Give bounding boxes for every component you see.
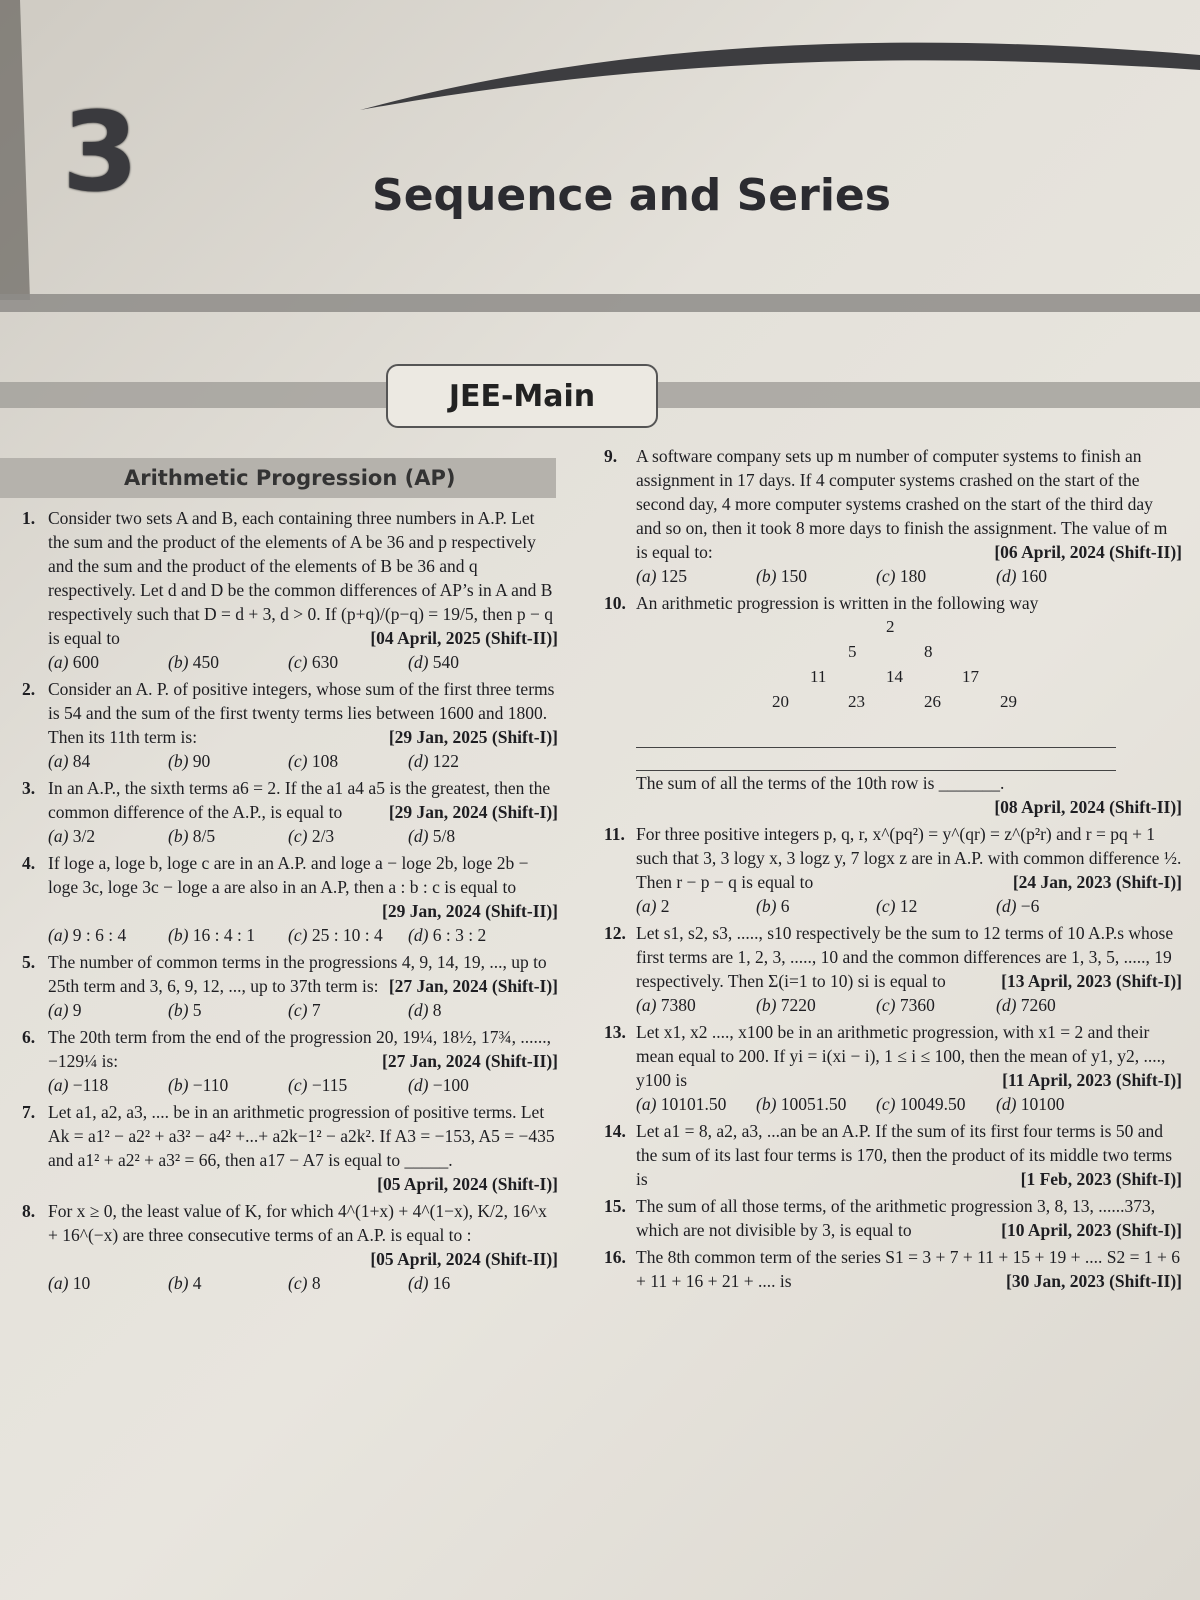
option-value: 10049.50 [899, 1094, 966, 1114]
question-number: 2. [22, 679, 36, 699]
options-row [636, 564, 1182, 588]
answer-option [636, 564, 756, 588]
options-row [636, 894, 1182, 918]
question-text: A software company sets up m number of computer systems to finish an assignment in 17 days. If 4 computer systems crashed on the start of the second day, 4 more computer systems crashed on the start of the third day and so on, then it took 8 more days to finish the assignment. The value of m is equal to: [06 April, 2024 (Shift-II)] [636, 446, 1182, 562]
answer-option [408, 824, 528, 848]
question-number: 7. [22, 1102, 36, 1122]
answer-option [288, 923, 408, 947]
answer-option [168, 650, 288, 674]
triangle-number: 23 [848, 692, 865, 711]
answer-option [48, 824, 168, 848]
option-value: −100 [432, 1075, 469, 1095]
blank-line [636, 748, 1116, 771]
options-row [48, 650, 558, 674]
answer-option [288, 1073, 408, 1097]
option-letter: (a) [636, 1094, 661, 1114]
answer-option [408, 1073, 528, 1097]
exam-label: JEE-Main [386, 364, 658, 428]
question-source: [08 April, 2024 (Shift-II)] [994, 797, 1182, 817]
option-letter: (a) [48, 652, 73, 672]
option-value: 7360 [899, 995, 935, 1015]
question-source: [29 Jan, 2024 (Shift-I)] [388, 802, 558, 822]
option-value: 84 [72, 751, 91, 771]
options-row [48, 998, 558, 1022]
option-value: 12 [899, 896, 918, 916]
triangle-number: 20 [772, 692, 789, 711]
option-value: 9 [72, 1000, 82, 1020]
option-letter: (a) [48, 1075, 73, 1095]
option-letter: (b) [168, 826, 193, 846]
option-value: 10 [72, 1273, 91, 1293]
option-letter: (b) [756, 566, 781, 586]
question-text: Let a1 = 8, a2, a3, ...an be an A.P. If the sum of its first four terms is 50 and the sum of its last four terms is 170, then the product of its middle two terms is [1 Feb, 2023 (Shift-I)] [636, 1121, 1182, 1189]
option-value: −118 [72, 1075, 109, 1095]
question-source: [27 Jan, 2024 (Shift-I)] [388, 976, 558, 996]
option-letter: (b) [756, 896, 781, 916]
right-column [604, 444, 1182, 1296]
question-item [604, 1245, 1182, 1293]
option-value: 180 [899, 566, 927, 586]
triangle-number: 2 [886, 617, 895, 636]
answer-option [636, 1092, 756, 1116]
answer-option [756, 1092, 876, 1116]
question-item [604, 1119, 1182, 1191]
option-letter: (c) [876, 566, 900, 586]
number-triangle [636, 615, 1182, 725]
option-value: 630 [311, 652, 339, 672]
options-row [48, 1271, 558, 1295]
question-number: 3. [22, 778, 36, 798]
option-value: 7 [311, 1000, 321, 1020]
option-letter: (b) [168, 1273, 193, 1293]
answer-option [876, 564, 996, 588]
question-number: 11. [604, 824, 625, 844]
answer-option [48, 998, 168, 1022]
triangle-number: 26 [924, 692, 941, 711]
triangle-number: 8 [924, 642, 933, 661]
question-item [604, 591, 1182, 819]
question-item [22, 950, 558, 1022]
question-number: 5. [22, 952, 36, 972]
option-value: 7380 [660, 995, 696, 1015]
option-letter: (d) [408, 925, 433, 945]
option-value: 6 : 3 : 2 [432, 925, 487, 945]
option-value: 8/5 [192, 826, 216, 846]
chapter-number: 3 [62, 88, 135, 216]
option-letter: (d) [996, 896, 1021, 916]
answer-option [288, 998, 408, 1022]
answer-option [288, 650, 408, 674]
option-letter: (b) [756, 1094, 781, 1114]
answer-option [168, 1271, 288, 1295]
section-title: Arithmetic Progression (AP) [124, 466, 456, 490]
option-value: 10101.50 [660, 1094, 727, 1114]
options-row [636, 1092, 1182, 1116]
option-value: 2 [660, 896, 670, 916]
question-number: 16. [604, 1247, 626, 1267]
question-source: [11 April, 2023 (Shift-I)] [1002, 1070, 1182, 1090]
question-source: [30 Jan, 2023 (Shift-II)] [1006, 1271, 1182, 1291]
triangle-number: 11 [810, 667, 827, 686]
answer-option [168, 749, 288, 773]
option-letter: (c) [288, 751, 312, 771]
option-value: 450 [192, 652, 220, 672]
option-value: 25 : 10 : 4 [311, 925, 383, 945]
question-source: [1 Feb, 2023 (Shift-I)] [1020, 1169, 1182, 1189]
question-source: [29 Jan, 2024 (Shift-II)] [382, 901, 558, 921]
question-source: [04 April, 2025 (Shift-II)] [370, 628, 558, 648]
option-letter: (a) [636, 995, 661, 1015]
answer-option [996, 894, 1116, 918]
option-value: 16 [432, 1273, 451, 1293]
answer-option [876, 894, 996, 918]
option-letter: (a) [48, 925, 73, 945]
option-value: 122 [432, 751, 460, 771]
option-letter: (d) [996, 995, 1021, 1015]
answer-option [168, 1073, 288, 1097]
triangle-number: 29 [1000, 692, 1017, 711]
option-value: 5/8 [432, 826, 456, 846]
question-item [604, 1194, 1182, 1242]
question-text: If loge a, loge b, loge c are in an A.P. and loge a − loge 2b, loge 2b − loge 3c, loge 3c − loge a are also in an A.P, then a : b : c is equal to [29 Jan, 2024 (Shift-II)] [48, 853, 558, 921]
question-number: 6. [22, 1027, 36, 1047]
option-letter: (d) [408, 826, 433, 846]
answer-option [168, 824, 288, 848]
question-text: Consider two sets A and B, each containing three numbers in A.P. Let the sum and the product of the elements of A be 36 and p respectively and the sum and the product of the elements of B be 36 and q respectively. Let d and D be the common differences of AP’s in A and B respectively such that D = d + 3, d > 0. If (p+q)/(p−q) = 19/5, then p − q is equal to [04 April, 2025 (Shift-II)] [48, 508, 558, 648]
option-letter: (a) [48, 1273, 73, 1293]
answer-option [996, 993, 1116, 1017]
question-item [604, 1020, 1182, 1116]
option-letter: (d) [408, 751, 433, 771]
question-source: [27 Jan, 2024 (Shift-II)] [382, 1051, 558, 1071]
answer-option [288, 824, 408, 848]
options-row [48, 1073, 558, 1097]
left-column [22, 506, 558, 1298]
option-value: 160 [1020, 566, 1048, 586]
question-text: The 20th term from the end of the progression 20, 19¼, 18½, 17¾, ......, −129¼ is: [27 Jan, 2024 (Shift-II)] [48, 1027, 558, 1071]
answer-option [876, 1092, 996, 1116]
answer-option [408, 998, 528, 1022]
question-number: 9. [604, 446, 618, 466]
question-item [604, 444, 1182, 588]
option-letter: (d) [408, 652, 433, 672]
option-value: 7260 [1020, 995, 1056, 1015]
question-number: 1. [22, 508, 36, 528]
answer-option [48, 650, 168, 674]
option-value: 90 [192, 751, 211, 771]
option-letter: (d) [408, 1075, 433, 1095]
answer-option [756, 894, 876, 918]
question-number: 12. [604, 923, 626, 943]
option-letter: (b) [756, 995, 781, 1015]
triangle-number: 14 [886, 667, 903, 686]
question-item [22, 1199, 558, 1295]
option-value: 8 [311, 1273, 321, 1293]
decorative-swoosh [0, 0, 1200, 300]
option-letter: (a) [636, 566, 661, 586]
option-value: 16 : 4 : 1 [192, 925, 256, 945]
question-number: 14. [604, 1121, 626, 1141]
answer-option [636, 894, 756, 918]
question-item [22, 851, 558, 947]
divider-bar [0, 294, 1200, 312]
option-value: 3/2 [72, 826, 96, 846]
option-letter: (c) [288, 925, 312, 945]
option-letter: (a) [48, 826, 73, 846]
option-letter: (b) [168, 652, 193, 672]
answer-option [876, 993, 996, 1017]
question-text: Consider an A. P. of positive integers, whose sum of the first three terms is 54 and the sum of the first twenty terms lies between 1600 and 1800. Then its 11th term is: [29 Jan, 2025 (Shift-I)] [48, 679, 558, 747]
option-letter: (c) [288, 652, 312, 672]
option-letter: (d) [408, 1000, 433, 1020]
triangle-number: 5 [848, 642, 857, 661]
option-letter: (b) [168, 751, 193, 771]
question-text: The sum of all those terms, of the arithmetic progression 3, 8, 13, ......373, which are not divisible by 3, is equal to [10 April, 2023 (Shift-I)] [636, 1196, 1182, 1240]
answer-option [996, 564, 1116, 588]
question-number: 10. [604, 593, 626, 613]
option-letter: (b) [168, 1075, 193, 1095]
option-letter: (c) [288, 826, 312, 846]
question-number: 8. [22, 1201, 36, 1221]
option-value: 600 [72, 652, 100, 672]
option-value: 125 [660, 566, 688, 586]
option-letter: (c) [288, 1000, 312, 1020]
option-letter: (a) [48, 751, 73, 771]
option-value: 108 [311, 751, 339, 771]
answer-option [168, 923, 288, 947]
answer-option [636, 993, 756, 1017]
answer-option [408, 1271, 528, 1295]
option-value: 540 [432, 652, 460, 672]
chapter-title: Sequence and Series [372, 170, 891, 221]
option-value: 9 : 6 : 4 [72, 925, 127, 945]
options-row [48, 824, 558, 848]
question-number: 4. [22, 853, 36, 873]
options-row [48, 923, 558, 947]
question-item [22, 506, 558, 674]
question-text: Let x1, x2 ...., x100 be in an arithmetic progression, with x1 = 2 and their mean equal to 200. If yi = i(xi − i), 1 ≤ i ≤ 100, then the mean of y1, y2, ...., y100 is [11 April, 2023 (Shift-I)] [636, 1022, 1182, 1090]
triangle-number: 17 [962, 667, 979, 686]
question-item [22, 1100, 558, 1196]
question-number: 13. [604, 1022, 626, 1042]
question-source: [13 April, 2023 (Shift-I)] [1001, 971, 1182, 991]
question-text: In an A.P., the sixth terms a6 = 2. If the a1 a4 a5 is the greatest, then the common difference of the A.P., is equal to [29 Jan, 2024 (Shift-I)] [48, 778, 558, 822]
option-letter: (a) [636, 896, 661, 916]
question-text: For x ≥ 0, the least value of K, for which 4^(1+x) + 4^(1−x), K/2, 16^x + 16^(−x) are three consecutive terms of an A.P. is equal to : [05 April, 2024 (Shift-II)] [48, 1201, 558, 1269]
option-letter: (c) [876, 1094, 900, 1114]
options-row [48, 749, 558, 773]
option-letter: (c) [876, 995, 900, 1015]
answer-option [288, 749, 408, 773]
question-item [604, 921, 1182, 1017]
question-source: [06 April, 2024 (Shift-II)] [994, 542, 1182, 562]
question-source: [24 Jan, 2023 (Shift-I)] [1012, 872, 1182, 892]
option-letter: (b) [168, 925, 193, 945]
question-source: [10 April, 2023 (Shift-I)] [1001, 1220, 1182, 1240]
option-value: 7220 [780, 995, 816, 1015]
question-text: The number of common terms in the progressions 4, 9, 14, 19, ..., up to 25th term and 3, 6, 9, 12, ..., up to 37th term is: [27 Jan, 2024 (Shift-I)] [48, 952, 558, 996]
option-value: −6 [1020, 896, 1040, 916]
answer-option [288, 1271, 408, 1295]
answer-option [48, 749, 168, 773]
option-value: 6 [780, 896, 790, 916]
option-value: 8 [432, 1000, 442, 1020]
answer-option [408, 749, 528, 773]
question-source: [05 April, 2024 (Shift-I)] [377, 1174, 558, 1194]
option-value: −115 [311, 1075, 348, 1095]
option-letter: (c) [288, 1075, 312, 1095]
blank-line [636, 725, 1116, 748]
answer-option [756, 993, 876, 1017]
question-text: An arithmetic progression is written in the following way [636, 593, 1039, 613]
question-text: Let s1, s2, s3, ....., s10 respectively be the sum to 12 terms of 10 A.P.s whose first terms are 1, 2, 3, ....., 10 and the common differences are 1, 3, 5, ....., 19 respectively. Then Σ(i=1 to 10) si is equal to [13 April, 2023 (Shift-I)] [636, 923, 1182, 991]
answer-option [756, 564, 876, 588]
question-source: [29 Jan, 2025 (Shift-I)] [388, 727, 558, 747]
question-item [22, 677, 558, 773]
question-item [604, 822, 1182, 918]
question-text: Let a1, a2, a3, .... be in an arithmetic progression of positive terms. Let Ak = a1² − a2² + a3² − a4² +...+ a2k−1² − a2k². If A3 = −153, A5 = −435 and a1² + a2² + a3² = 66, then a17 − A7 is equal to _____. [05 April, 2024 (Shift-I)] [48, 1102, 558, 1194]
question-source: [05 April, 2024 (Shift-II)] [370, 1249, 558, 1269]
options-row [636, 993, 1182, 1017]
option-letter: (c) [876, 896, 900, 916]
option-value: 10100 [1020, 1094, 1065, 1114]
option-letter: (c) [288, 1273, 312, 1293]
answer-option [48, 1271, 168, 1295]
question-item [22, 1025, 558, 1097]
question-text: The sum of all the terms of the 10th row is _______. [08 April, 2024 (Shift-II)] [636, 773, 1182, 817]
option-letter: (d) [996, 1094, 1021, 1114]
option-letter: (a) [48, 1000, 73, 1020]
option-letter: (b) [168, 1000, 193, 1020]
option-value: 5 [192, 1000, 202, 1020]
question-number: 15. [604, 1196, 626, 1216]
option-value: −110 [192, 1075, 229, 1095]
question-text: The 8th common term of the series S1 = 3 + 7 + 11 + 15 + 19 + .... S2 = 1 + 6 + 11 + 16 + 21 + .... is [30 Jan, 2023 (Shift-II)] [636, 1247, 1182, 1291]
option-value: 150 [780, 566, 808, 586]
answer-option [48, 1073, 168, 1097]
answer-option [408, 923, 528, 947]
option-letter: (d) [996, 566, 1021, 586]
option-letter: (d) [408, 1273, 433, 1293]
question-text: For three positive integers p, q, r, x^(pq²) = y^(qr) = z^(p²r) and r = pq + 1 such that 3, 3 logy x, 3 logz y, 7 logx z are in A.P. with common difference ½. Then r − p − q is equal to [24 Jan, 2023 (Shift-I)] [636, 824, 1182, 892]
answer-option [168, 998, 288, 1022]
section-heading [0, 458, 556, 498]
option-value: 4 [192, 1273, 202, 1293]
answer-option [48, 923, 168, 947]
question-item [22, 776, 558, 848]
answer-option [996, 1092, 1116, 1116]
answer-option [408, 650, 528, 674]
option-value: 10051.50 [780, 1094, 847, 1114]
option-value: 2/3 [311, 826, 335, 846]
